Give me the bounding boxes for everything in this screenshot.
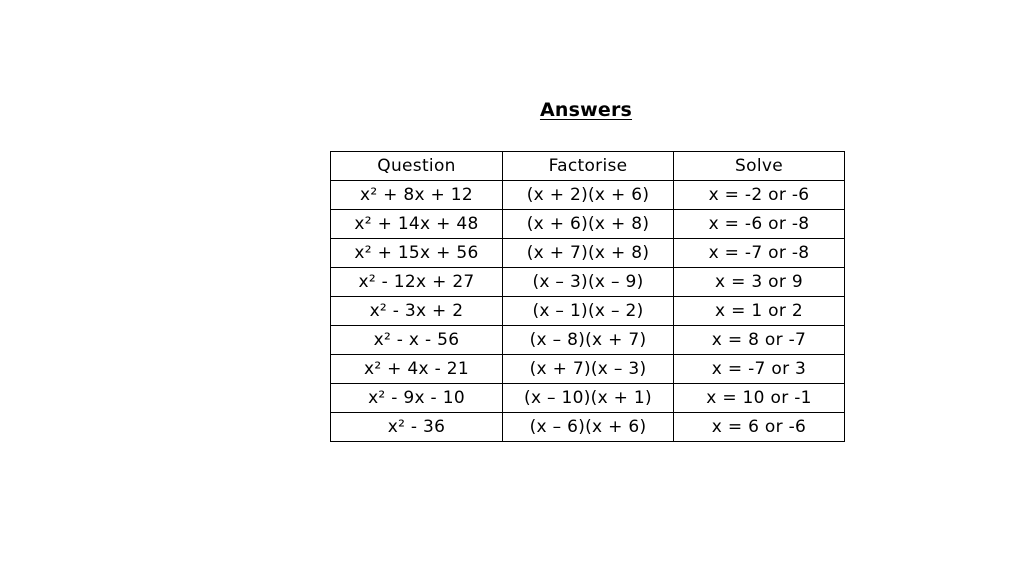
- table-row: [331, 297, 845, 326]
- question-cell: x² - x - 56: [331, 326, 503, 355]
- solve-cell: x = 3 or 9: [674, 268, 845, 297]
- solve-cell: x = -6 or -8: [674, 210, 845, 239]
- factorise-cell: (x + 7)(x + 8): [503, 239, 674, 268]
- table-row: [331, 181, 845, 210]
- answers-table: [330, 151, 845, 442]
- header-solve: Solve: [674, 152, 845, 181]
- question-cell: x² - 12x + 27: [331, 268, 503, 297]
- table-row: [331, 239, 845, 268]
- question-cell: x² - 9x - 10: [331, 384, 503, 413]
- factorise-cell: (x – 8)(x + 7): [503, 326, 674, 355]
- solve-cell: x = -7 or -8: [674, 239, 845, 268]
- factorise-cell: (x + 6)(x + 8): [503, 210, 674, 239]
- question-cell: x² + 8x + 12: [331, 181, 503, 210]
- table-row: [331, 326, 845, 355]
- table-row: [331, 268, 845, 297]
- solve-cell: x = 1 or 2: [674, 297, 845, 326]
- question-cell: x² + 14x + 48: [331, 210, 503, 239]
- table-row: [331, 355, 845, 384]
- factorise-cell: (x – 6)(x + 6): [503, 413, 674, 442]
- factorise-cell: (x + 7)(x – 3): [503, 355, 674, 384]
- question-cell: x² - 3x + 2: [331, 297, 503, 326]
- table-row: [331, 210, 845, 239]
- solve-cell: x = 8 or -7: [674, 326, 845, 355]
- solve-cell: x = 6 or -6: [674, 413, 845, 442]
- question-cell: x² - 36: [331, 413, 503, 442]
- factorise-cell: (x – 10)(x + 1): [503, 384, 674, 413]
- solve-cell: x = -2 or -6: [674, 181, 845, 210]
- page-title: Answers: [539, 99, 633, 121]
- question-cell: x² + 4x - 21: [331, 355, 503, 384]
- table-header-row: [331, 152, 845, 181]
- factorise-cell: (x – 1)(x – 2): [503, 297, 674, 326]
- factorise-cell: (x – 3)(x – 9): [503, 268, 674, 297]
- header-question: Question: [331, 152, 503, 181]
- solve-cell: x = 10 or -1: [674, 384, 845, 413]
- table-row: [331, 413, 845, 442]
- question-cell: x² + 15x + 56: [331, 239, 503, 268]
- solve-cell: x = -7 or 3: [674, 355, 845, 384]
- factorise-cell: (x + 2)(x + 6): [503, 181, 674, 210]
- table-row: [331, 384, 845, 413]
- header-factorise: Factorise: [503, 152, 674, 181]
